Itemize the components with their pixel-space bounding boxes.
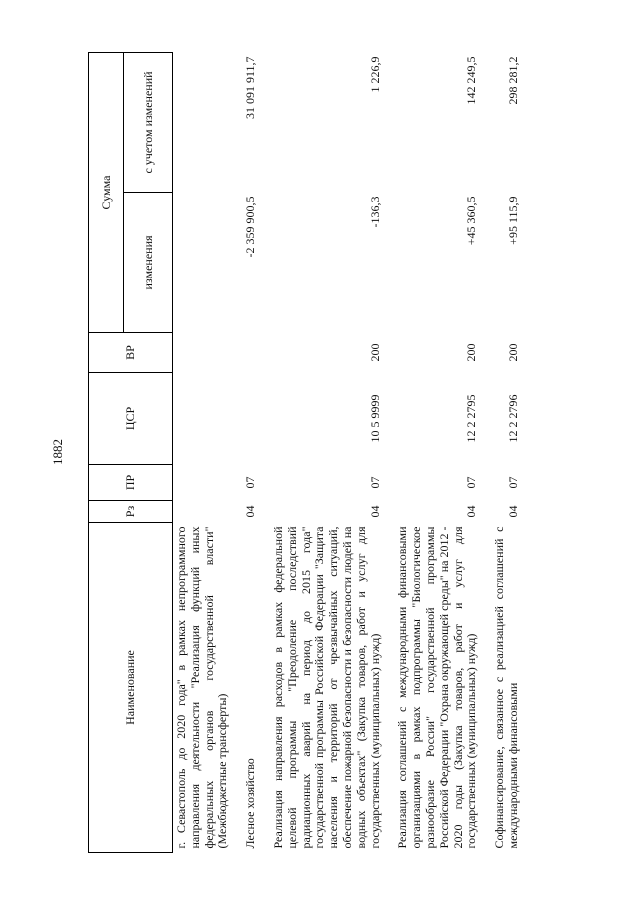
row-vr: 200 xyxy=(464,343,479,362)
row-vr xyxy=(230,333,258,373)
table-row xyxy=(258,52,382,852)
table-header xyxy=(89,52,173,852)
table-row xyxy=(173,52,231,852)
header-sum: Сумма xyxy=(89,52,124,332)
row-pr: 07 xyxy=(243,476,258,489)
header-changes: изменения xyxy=(124,193,173,333)
row-csr xyxy=(230,373,258,465)
row-pr xyxy=(173,465,231,501)
header-rz: Рз xyxy=(89,501,173,523)
header-total: с учетом изменений xyxy=(124,52,173,192)
table-body xyxy=(173,52,521,852)
row-rz: 04 xyxy=(505,505,520,518)
row-pr: 07 xyxy=(367,476,382,489)
row-vr: 200 xyxy=(505,343,520,362)
header-vr: ВР xyxy=(89,333,173,373)
table-row xyxy=(230,52,258,852)
table-row xyxy=(382,52,479,852)
row-total: 31 091 911,7 xyxy=(243,56,258,120)
row-change: +95 115,9 xyxy=(505,196,520,245)
row-rz: 04 xyxy=(243,505,258,518)
header-name: Наименование xyxy=(89,523,173,853)
row-pr: 07 xyxy=(505,476,520,489)
row-name: г. Севастополь до 2020 года" в рамках непрограммного направления деятельности "Реализация функций иных федеральных органов государственной власти" (Межбюджетные трансферты) xyxy=(174,526,230,849)
row-rz: 04 xyxy=(464,505,479,518)
row-vr xyxy=(173,333,231,373)
row-csr: 12 2 2796 xyxy=(505,394,520,443)
budget-table xyxy=(88,52,521,853)
row-name: Софинансирование, связанное с реализацией соглашений с международными финансовыми xyxy=(492,526,520,849)
row-total: 1 226,9 xyxy=(367,56,382,93)
row-rz xyxy=(173,501,231,523)
row-total: 298 281,2 xyxy=(505,56,520,105)
row-name: Реализация направления расходов в рамках федеральной целевой программы "Преодоление последствий радиационных аварий на период до 2015 года" государственной программы Российской Федерации "Защита населения и территорий от чрезвычайных ситуаций, обеспечение пожарной безопасности и безопасности людей на водных объектах" (Закупка товаров, работ и услуг для государственных (муниципальных) нужд) xyxy=(270,526,382,849)
row-change: -136,3 xyxy=(367,196,382,228)
header-pr: ПР xyxy=(89,465,173,501)
row-total xyxy=(173,52,231,192)
row-name: Лесное хозяйство xyxy=(243,758,258,849)
row-name: Реализация соглашений с международными финансовыми организациями в рамках подпрограммы "Биологическое разнообразие России" государственной программы Российской Федерации "Охрана окружающей среды" на 2012 - 2020 годы (Закупка товаров, работ и услуг для государственных (муниципальных) нужд) xyxy=(395,526,479,849)
page-number: 1882 xyxy=(50,439,65,465)
rotated-table-container xyxy=(88,53,568,853)
table-row xyxy=(479,52,521,852)
row-total: 142 249,5 xyxy=(464,56,479,105)
row-change xyxy=(173,193,231,333)
row-rz: 04 xyxy=(367,505,382,518)
row-csr: 12 2 2795 xyxy=(464,394,479,443)
row-csr xyxy=(173,373,231,465)
row-change: -2 359 900,5 xyxy=(243,196,258,258)
row-pr: 07 xyxy=(464,476,479,489)
row-csr: 10 5 9999 xyxy=(367,394,382,443)
row-change: +45 360,5 xyxy=(464,196,479,246)
header-csr: ЦСР xyxy=(89,373,173,465)
row-vr: 200 xyxy=(367,343,382,362)
